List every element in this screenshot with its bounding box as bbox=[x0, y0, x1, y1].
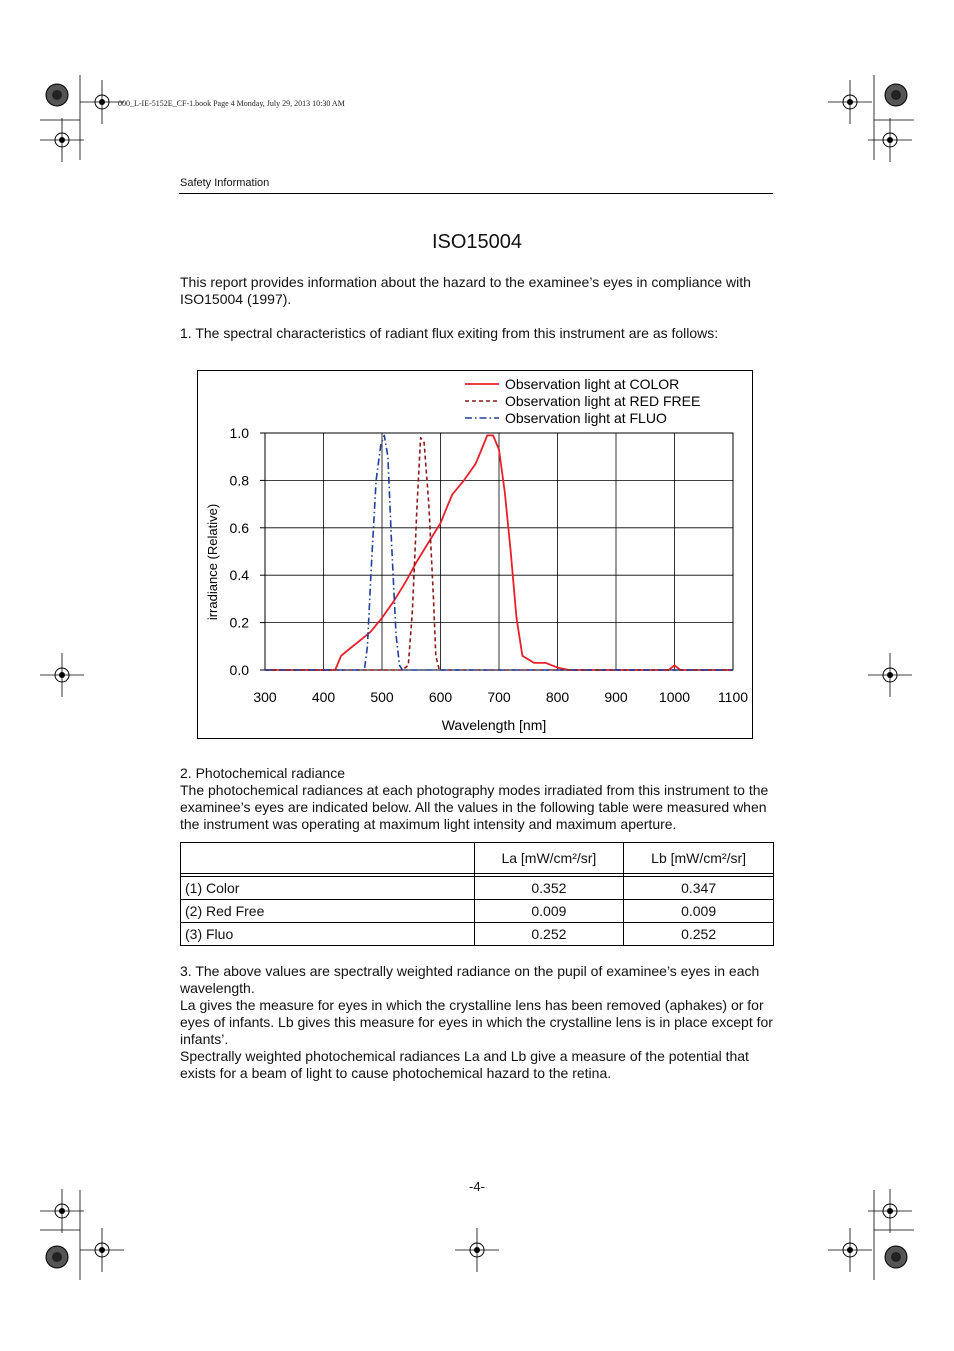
y-tick-label: 0.6 bbox=[229, 519, 249, 536]
item-3-para-3: Spectrally weighted photochemical radiances La and Lb give a measure of the potential that exists for a beam of light to cause photochemical hazard to the retina. bbox=[180, 1048, 749, 1081]
table-cell-la: 0.352 bbox=[474, 877, 624, 900]
table-cell-lb: 0.252 bbox=[624, 923, 774, 946]
x-tick-label: 600 bbox=[428, 689, 453, 705]
crosshair-icon bbox=[887, 1208, 893, 1214]
crosshair-icon bbox=[99, 99, 105, 105]
print-info: 000_L-IE-5152E_CF-1.book Page 4 Monday, July 29, 2013 10:30 AM bbox=[118, 99, 345, 108]
section-header: Safety Information bbox=[180, 177, 270, 189]
legend-label: Observation light at FLUO bbox=[505, 410, 667, 426]
item-2-body: The photochemical radiances at each photography modes irradiated from this instrument to the examinee’s eyes are indicated below. All the values in the following table were measured when the instrument was operating at maximum light intensity and maximum aperture. bbox=[180, 782, 769, 832]
crosshair-icon bbox=[59, 1208, 65, 1214]
legend-label: Observation light at COLOR bbox=[505, 376, 680, 392]
x-tick-label: 800 bbox=[545, 689, 570, 705]
table-cell-la: 0.009 bbox=[474, 900, 624, 923]
x-tick-label: 1100 bbox=[717, 689, 749, 705]
y-tick-label: 0.4 bbox=[229, 567, 249, 584]
x-tick-label: 900 bbox=[604, 689, 628, 705]
starburst-icon bbox=[52, 90, 62, 100]
crosshair-icon bbox=[887, 672, 893, 678]
x-tick-label: 1000 bbox=[658, 689, 691, 705]
page-number: -4- bbox=[469, 1179, 485, 1194]
table-cell-la: 0.252 bbox=[474, 923, 624, 946]
y-tick-label: 0.2 bbox=[229, 614, 249, 631]
table-header-cell: Lb [mW/cm²/sr] bbox=[624, 843, 774, 874]
item-3-para-2: La gives the measure for eyes in which the crystalline lens has been removed (aphakes) or for eyes of infants. Lb gives this measure for eyes in which the crystalline lens is in place except for infants’. bbox=[180, 997, 773, 1047]
table-cell-lb: 0.009 bbox=[624, 900, 774, 923]
page-title: ISO15004 bbox=[431, 231, 523, 253]
table-cell-mode: (3) Fluo bbox=[181, 923, 475, 946]
y-tick-label: 1.0 bbox=[229, 425, 249, 441]
x-tick-label: 300 bbox=[253, 689, 277, 705]
starburst-icon bbox=[52, 1252, 62, 1262]
crosshair-icon bbox=[59, 137, 65, 143]
legend-label: Observation light at RED FREE bbox=[505, 393, 701, 409]
starburst-icon bbox=[891, 90, 901, 100]
table-cell-mode: (2) Red Free bbox=[181, 900, 475, 923]
x-axis-label: Wavelength [nm] bbox=[441, 717, 547, 733]
y-tick-label: 0.8 bbox=[229, 472, 249, 489]
y-tick-label: 0.0 bbox=[229, 662, 249, 678]
item-2-heading: 2. Photochemical radiance bbox=[180, 765, 345, 781]
crosshair-icon bbox=[847, 1247, 853, 1253]
y-axis-label: irradiance (Relative) bbox=[205, 503, 220, 621]
crosshair-icon bbox=[847, 99, 853, 105]
table-header-cell: La [mW/cm²/sr] bbox=[474, 843, 624, 874]
x-tick-label: 700 bbox=[487, 689, 511, 705]
crosshair-icon bbox=[887, 137, 893, 143]
crosshair-icon bbox=[59, 672, 65, 678]
table-cell-lb: 0.347 bbox=[624, 877, 774, 900]
item-3-para-1: 3. The above values are spectrally weighted radiance on the pupil of examinee’s eyes in each wavelength. bbox=[180, 963, 760, 996]
intro-paragraph: This report provides information about the hazard to the examinee’s eyes in compliance with ISO15004 (1997). bbox=[180, 274, 751, 307]
crosshair-icon bbox=[474, 1247, 480, 1253]
x-tick-label: 400 bbox=[311, 689, 336, 705]
table-cell-mode: (1) Color bbox=[181, 877, 475, 900]
crosshair-icon bbox=[99, 1247, 105, 1253]
starburst-icon bbox=[891, 1252, 901, 1262]
x-tick-label: 500 bbox=[370, 689, 394, 705]
item-1-text: 1. The spectral characteristics of radiant flux exiting from this instrument are as follows: bbox=[180, 325, 719, 341]
